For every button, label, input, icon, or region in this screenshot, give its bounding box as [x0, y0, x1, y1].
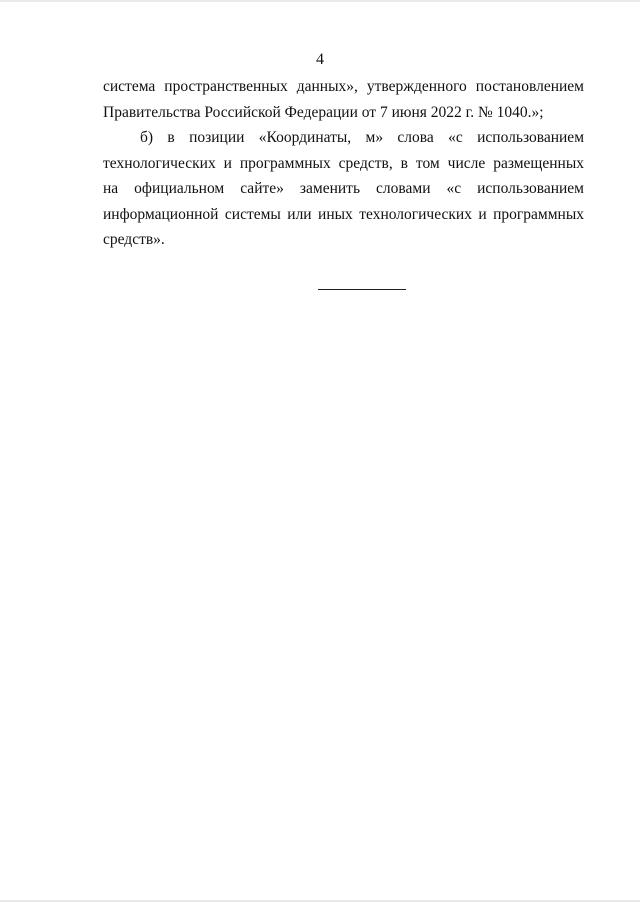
text-line: на официальном сайте» заменить словами «с использованием: [103, 180, 584, 197]
text-line: б) в позиции «Координаты, м» слова «с использованием: [140, 129, 584, 146]
text-line: Правительства Российской Федерации от 7 июня 2022 г. № 1040.»;: [103, 103, 544, 121]
text-line: технологических и программных средств, в том числе размещенных: [103, 154, 584, 172]
closing-rule-line: [318, 289, 406, 290]
scan-top-edge: [0, 0, 640, 2]
paragraph-item-b: [103, 125, 584, 253]
page-number: 4: [316, 51, 324, 68]
text-line: система пространственных данных», утвержденного постановлением: [103, 78, 584, 95]
paragraph-continuation: [103, 74, 584, 125]
text-line: средств».: [103, 231, 165, 248]
document-body: [103, 74, 584, 253]
text-line: информационной системы или иных технологических и программных: [103, 205, 584, 223]
